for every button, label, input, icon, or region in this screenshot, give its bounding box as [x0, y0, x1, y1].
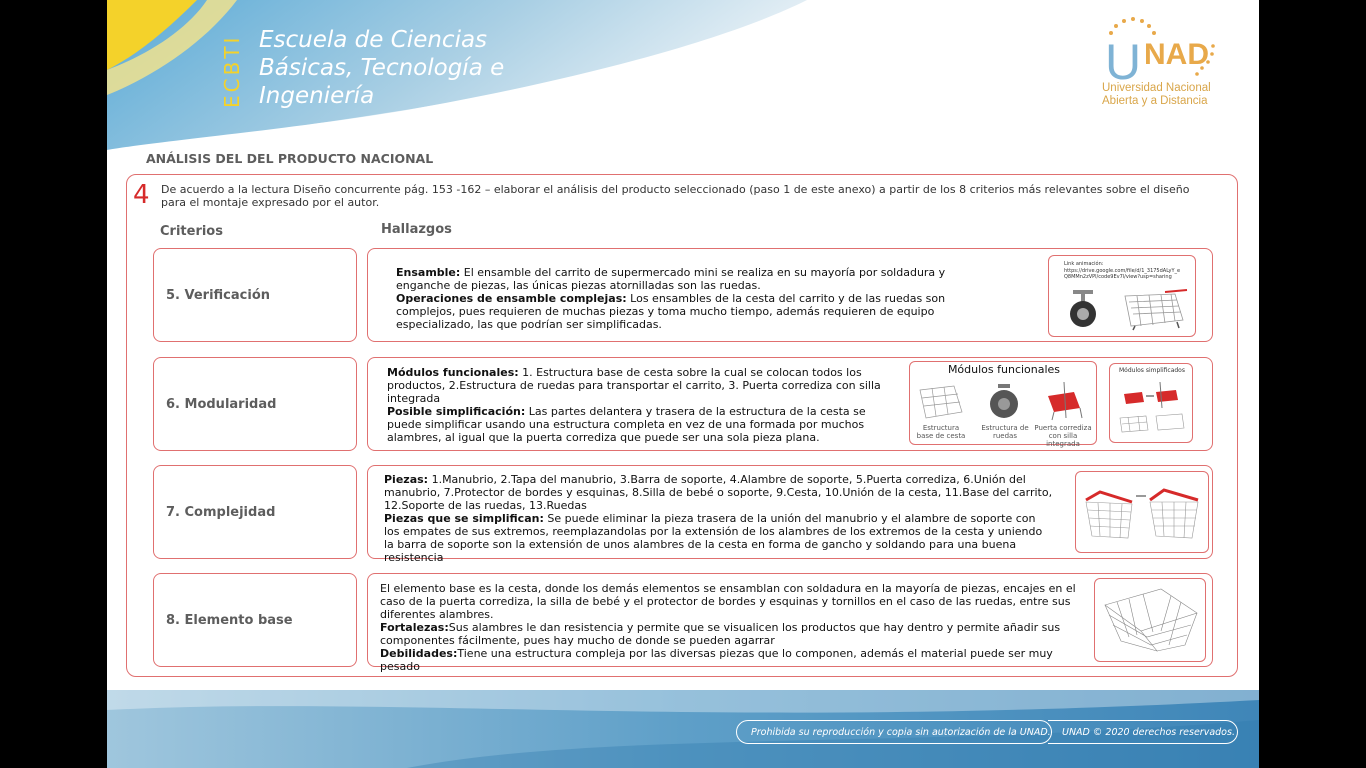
criterio-elemento-base [153, 573, 357, 667]
finding-label: Debilidades: [380, 647, 458, 660]
modules-thumbnail [909, 361, 1097, 448]
finding-label: Ensamble: [396, 266, 461, 279]
finding-text: 1.Manubrio, 2.Tapa del manubrio, 3.Barra de soporte, 4.Alambre de soporte, 5.Puerta corrediza, 6.Unión del manubrio, 7.Protector de bordes y esquinas, 8.Silla de bebé o soporte, 9.Cesta, 10.Unión de la cesta, 11.Base del carrito, 12.Soporte de las ruedas, 13.Ruedas [384, 473, 1053, 512]
hallazgo-text [384, 473, 1054, 564]
complexity-thumbnail [1075, 471, 1209, 553]
criterio-label: 6. Modularidad [166, 396, 277, 412]
link-label: Link animación: [1064, 261, 1104, 267]
svg-text:U: U [1105, 34, 1142, 90]
svg-text:NAD: NAD [1144, 38, 1209, 71]
finding-label: Piezas: [384, 473, 429, 486]
module-caption: Puerta corrediza con silla integrada [1034, 424, 1092, 448]
criterio-modularidad [153, 357, 357, 451]
finding-text: Las partes delantera y trasera de la estructura de la cesta se puede simplificar usando una estructura completa en vez de una formada por muchos alambres, al igual que la puerta corrediza que puede ser una sola pieza plana. [387, 405, 866, 444]
finding-label: Posible simplificación: [387, 405, 526, 418]
step-number: 4 [133, 180, 150, 210]
intro-text: De acuerdo a la lectura Diseño concurrente pág. 153 -162 – elaborar el análisis del producto seleccionado (paso 1 de este anexo) a partir de los 8 criterios más relevantes sobre el diseño para el montaje expresado por el autor. [161, 183, 1190, 209]
hallazgo-text [396, 266, 946, 331]
finding-text: Los ensambles de la cesta del carrito y de las ruedas son complejos, pues requieren de muchas piezas y toma mucho tiempo, además requieren de equipo especializado, las que podrían ser simplificadas. [396, 292, 946, 331]
criterio-complejidad [153, 465, 357, 559]
link-url-cont: Q8MMn2zVPl/code9Ev7l/view?usp=sharing [1064, 274, 1172, 280]
school-line: Escuela de Ciencias [259, 27, 488, 53]
finding-text: Sus alambres le dan resistencia y permite que se visualicen los productos que hay dentro y permite añadir sus componentes fácilmente, pues hay mucho de donde se pueden agarrar [380, 621, 1061, 647]
finding-text: El elemento base es la cesta, donde los demás elementos se ensamblan con soldadura en la mayoría de piezas, encajes en el caso de la puerta corrediza, la silla de bebé y el protector de bordes y esquinas y tornillos en el caso de las ruedas, entre sus diferentes alambres. [380, 582, 1076, 621]
ecbti-logo [219, 28, 245, 110]
simplified-modules-image [1116, 378, 1188, 440]
finding-label: Operaciones de ensamble complejas: [396, 292, 627, 305]
slide [107, 0, 1259, 768]
hallazgos-header: Hallazgos [381, 222, 452, 237]
finding-label: Módulos funcionales: [387, 366, 519, 379]
module-caption: Estructura de ruedas [981, 424, 1029, 440]
hallazgo-text [380, 582, 1092, 673]
module-caption: Estructura base de cesta [916, 424, 966, 440]
wheel-and-cart-image [1065, 286, 1193, 332]
basket-thumbnail [1094, 578, 1206, 662]
simplified-modules-thumbnail [1109, 363, 1193, 443]
section-title: ANÁLISIS DEL DEL PRODUCTO NACIONAL [146, 151, 434, 166]
criterio-label: 8. Elemento base [166, 612, 293, 628]
footer-notice: Prohibida su reproducción y copia sin autorización de la UNAD. [736, 720, 1052, 744]
basket-image [1101, 585, 1201, 657]
criterio-verificacion [153, 248, 357, 342]
school-line: Básicas, Tecnología e [259, 55, 505, 81]
modules-title: Módulos funcionales [947, 363, 1061, 376]
criterio-label: 5. Verificación [166, 287, 271, 303]
finding-label: Piezas que se simplifican: [384, 512, 544, 525]
animation-thumbnail[interactable] [1048, 255, 1196, 337]
ecbti-text: ECBTI [220, 34, 244, 108]
footer-copyright: UNAD © 2020 derechos reservados. [1048, 720, 1238, 744]
cart-comparison-image [1080, 478, 1206, 548]
hallazgo-text [387, 366, 887, 444]
school-name [259, 26, 504, 110]
simplified-title: Módulos simplificados [1119, 367, 1185, 374]
finding-text: Se puede eliminar la pieza trasera de la unión del manubrio y el alambre de soporte con los empates de sus extremos, reemplazandolas por la extensión de los alambres de los extremos de la cesta y uniendo la barra de soporte son la extensión de unos alambres de la cesta en forma de gancho y soldando para una buena resistencia [384, 512, 1043, 564]
link-url: https://drive.google.com/file/d/1_3175dALyY_e [1064, 268, 1181, 274]
finding-label: Fortalezas: [380, 621, 449, 634]
school-line: Ingeniería [259, 83, 375, 109]
criterios-header: Criterios [160, 224, 223, 239]
finding-text: 1. Estructura base de cesta sobre la cual se colocan todos los productos, 2.Estructura de ruedas para transportar el carrito, 3. Puerta corrediza con silla integrada [387, 366, 881, 405]
unad-logo-subtitle [1102, 82, 1222, 108]
finding-text: Tiene una estructura compleja por las diversas piezas que lo componen, además el material puede ser muy pesado [380, 647, 1053, 673]
criterio-label: 7. Complejidad [166, 504, 276, 520]
logo-sub-line: Abierta y a Distancia [1102, 95, 1208, 107]
finding-text: El ensamble del carrito de supermercado mini se realiza en su mayoría por soldadura y enganche de piezas, las únicas piezas atornilladas son las ruedas. [396, 266, 946, 292]
logo-sub-line: Universidad Nacional [1102, 82, 1211, 94]
modules-image [914, 378, 1094, 422]
